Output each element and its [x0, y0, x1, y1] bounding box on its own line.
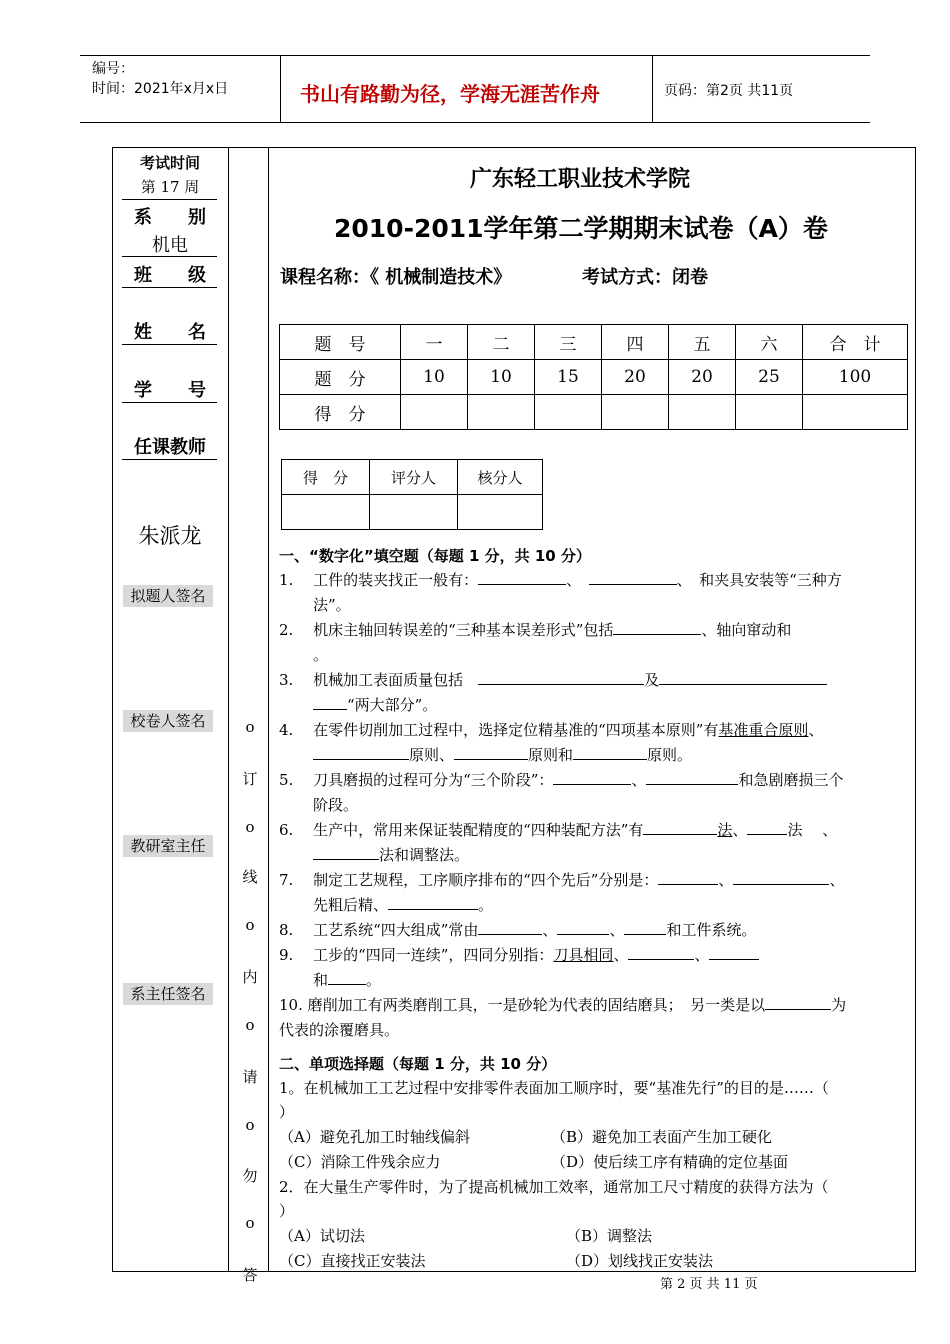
- question-10-cont: 代表的涂覆磨具。: [279, 1021, 400, 1039]
- question-3-cont: [313, 693, 437, 718]
- question-1: [279, 568, 842, 593]
- q7-blank[interactable]: [388, 893, 478, 910]
- table-row: [280, 325, 908, 360]
- teacher-name: 朱派龙: [138, 524, 202, 548]
- section1-title: 一、“数字化”填空题（每题 1 分，共 10 分）: [279, 547, 591, 565]
- question-7-cont: [313, 893, 493, 918]
- question-6: [279, 818, 837, 843]
- q8-text-end: 和工件系统。: [666, 921, 757, 939]
- column-header: 四: [602, 325, 669, 360]
- q6-blank[interactable]: [313, 843, 379, 860]
- q3-blank[interactable]: [659, 668, 827, 685]
- course-name: 课程名称：《 机械制造技术》: [280, 267, 512, 288]
- q6-text-end: 法和调整法。: [379, 846, 470, 864]
- score-input-cell[interactable]: [535, 395, 602, 430]
- q7-text-b: 先粗后精、: [313, 896, 389, 914]
- seal-char: o: [245, 1214, 255, 1232]
- seal-char: o: [245, 718, 255, 736]
- page-footer: 第 2 页 共 11 页: [660, 1277, 758, 1292]
- exam-week: 第 17 周: [140, 178, 200, 196]
- q9-sep2: 、: [694, 946, 710, 964]
- q10-sep: 为: [831, 996, 847, 1014]
- q5-blank[interactable]: [553, 768, 631, 785]
- q10-blank[interactable]: [765, 993, 831, 1010]
- q3-sep: 及: [644, 671, 660, 689]
- q8-text: 8. 工艺系统“四大组成”常由: [279, 921, 479, 939]
- student-id-label: 学 号: [134, 380, 206, 401]
- seal-char: o: [245, 1116, 255, 1134]
- mc-option[interactable]: （D）使后续工序有精确的定位基面: [551, 1153, 789, 1171]
- table-row: [280, 360, 908, 395]
- q4-blank[interactable]: [313, 743, 409, 760]
- q9-answer-example: 刀具相同: [553, 946, 614, 964]
- q3-text: 3. 机械加工表面质量包括: [279, 671, 464, 689]
- q4-blank[interactable]: [573, 743, 647, 760]
- points-cell: 10: [401, 360, 468, 395]
- q5-sep: 、: [631, 771, 647, 789]
- grader-header: 得 分: [282, 460, 370, 495]
- column-header: 一: [401, 325, 468, 360]
- points-cell: 15: [535, 360, 602, 395]
- q4-text-d: 原则。: [647, 746, 693, 764]
- column-header: 三: [535, 325, 602, 360]
- score-input-cell[interactable]: [669, 395, 736, 430]
- seal-char: 线: [242, 868, 258, 886]
- question-4: [279, 718, 823, 743]
- q3-blank[interactable]: [478, 668, 644, 685]
- exam-title: 2010-2011学年第二学期期末试卷（A）卷: [334, 214, 828, 243]
- q4-text-c: 原则和: [528, 746, 574, 764]
- score-input-cell[interactable]: [468, 395, 535, 430]
- column-header: 二: [468, 325, 535, 360]
- mc-question-1-paren: ）: [279, 1103, 295, 1121]
- q6-text: 6. 生产中，常用来保证装配精度的“四种装配方法”有: [279, 821, 644, 839]
- q7-sep2: 、: [829, 871, 845, 889]
- name-label: 姓 名: [134, 322, 206, 343]
- number-label: 编号：: [92, 61, 134, 77]
- q4-answer-example: 基准重合原则: [718, 721, 809, 739]
- score-table: [279, 324, 908, 430]
- points-cell: 100: [803, 360, 908, 395]
- q4-text-b: 原则、: [409, 746, 455, 764]
- table-row: [282, 460, 543, 495]
- points-cell: 10: [468, 360, 535, 395]
- q1-text: 1. 工件的装夹找正一般有：: [279, 571, 479, 589]
- teacher-label: 任课教师: [134, 437, 206, 458]
- column-header: 合 计: [803, 325, 908, 360]
- question-5-cont: 阶段。: [313, 796, 359, 814]
- mc-option[interactable]: （C）直接找正安装法: [279, 1252, 426, 1270]
- q3-text-end: “两大部分”。: [347, 696, 438, 714]
- q6-blank[interactable]: [747, 818, 787, 835]
- q8-sep: 、: [542, 921, 558, 939]
- grader-input-cell[interactable]: [458, 495, 543, 530]
- question-6-cont: [313, 843, 469, 868]
- q8-sep2: 、: [609, 921, 625, 939]
- question-4-cont: [313, 743, 692, 768]
- q1-blank[interactable]: [478, 568, 566, 585]
- q6-sep: 、: [732, 821, 748, 839]
- mc-option[interactable]: （A）试切法: [279, 1227, 365, 1245]
- q9-text-end: 。: [366, 971, 382, 989]
- question-2-cont: 。: [313, 646, 329, 664]
- q6-blank[interactable]: [643, 818, 717, 835]
- q5-blank[interactable]: [646, 768, 738, 785]
- q6-text-b: 法 、: [787, 821, 838, 839]
- row-header: 得 分: [280, 395, 401, 430]
- q4-sep: 、: [808, 721, 824, 739]
- grader-header: 核分人: [458, 460, 543, 495]
- seal-char: 内: [242, 968, 258, 986]
- seal-char: 请: [242, 1068, 258, 1086]
- question-2: [279, 618, 791, 643]
- points-cell: 25: [736, 360, 803, 395]
- question-1-cont: 法”。: [313, 596, 351, 614]
- q7-sep: 、: [718, 871, 734, 889]
- q8-blank[interactable]: [624, 918, 666, 935]
- q9-blank[interactable]: [628, 943, 694, 960]
- q8-blank[interactable]: [478, 918, 542, 935]
- q2-text-end: 、轴向窜动和: [701, 621, 792, 639]
- section2-title: 二、单项选择题（每题 1 分，共 10 分）: [279, 1055, 557, 1073]
- q2-text: 2. 机床主轴回转误差的“三种基本误差形式”包括: [279, 621, 614, 639]
- mc-option[interactable]: （C）消除工件残余应力: [279, 1153, 441, 1171]
- q9-sep: 、: [613, 946, 629, 964]
- q1-text-end: 、 和夹具安装等“三种方: [676, 571, 842, 589]
- q9-text: 9. 工步的“四同一连续”，四同分别指：: [279, 946, 554, 964]
- q7-text: 7. 制定工艺规程，工序顺序排布的“四个先后”分别是：: [279, 871, 659, 889]
- q10-text: 10. 磨削加工有两类磨削工具，一是砂轮为代表的固结磨具； 另一类是以: [279, 996, 766, 1014]
- points-cell: 20: [669, 360, 736, 395]
- row-header: 题 分: [280, 360, 401, 395]
- question-9-cont: [313, 968, 381, 993]
- proofreader-signature-label: 校卷人签名: [123, 710, 213, 732]
- dept-head-signature-label: 系主任签名: [123, 983, 213, 1005]
- table-row: [280, 395, 908, 430]
- q1-sep: 、: [566, 571, 574, 589]
- seal-char: o: [245, 916, 255, 934]
- seal-char: 答: [242, 1266, 258, 1284]
- column-header: 六: [736, 325, 803, 360]
- points-cell: 20: [602, 360, 669, 395]
- mc-question-1: 1。在机械加工工艺过程中安排零件表面加工顺序时，要“基准先行”的目的是……（: [279, 1079, 829, 1097]
- q8-blank[interactable]: [557, 918, 609, 935]
- score-input-cell[interactable]: [401, 395, 468, 430]
- table-row: [282, 495, 543, 530]
- question-5: [279, 768, 843, 793]
- exam-time-label: 考试时间: [139, 154, 200, 172]
- mc-question-2-paren: ）: [279, 1202, 295, 1220]
- q9-blank[interactable]: [709, 943, 759, 960]
- question-7: [279, 868, 844, 893]
- question-10: [279, 993, 846, 1018]
- question-3: [279, 668, 827, 693]
- q9-text-b: 和: [313, 971, 329, 989]
- mc-option[interactable]: （D）划线找正安装法: [566, 1252, 714, 1270]
- grader-input-cell[interactable]: [370, 495, 458, 530]
- q5-text-end: 和急剧磨损三个: [738, 771, 844, 789]
- department-label: 系 别: [134, 207, 206, 228]
- question-8: [279, 918, 756, 943]
- q7-blank[interactable]: [658, 868, 718, 885]
- score-input-cell[interactable]: [803, 395, 908, 430]
- mc-option[interactable]: （A）避免孔加工时轴线偏斜: [279, 1128, 470, 1146]
- mc-option[interactable]: （B）调整法: [566, 1227, 653, 1245]
- class-label: 班 级: [134, 265, 206, 286]
- q7-text-end: 。: [478, 896, 494, 914]
- q6-fa: 法: [717, 821, 733, 839]
- q2-blank[interactable]: [613, 618, 701, 635]
- q3-blank[interactable]: [313, 693, 347, 710]
- seal-char: o: [245, 1016, 255, 1034]
- row-header: 题 号: [280, 325, 401, 360]
- score-input-cell[interactable]: [736, 395, 803, 430]
- mc-option[interactable]: （B）避免加工表面产生加工硬化: [551, 1128, 773, 1146]
- grader-table: [281, 459, 543, 530]
- date-label: 时间：2021年x月x日: [92, 81, 229, 97]
- mc-question-2: 2．在大量生产零件时，为了提高机械加工效率，通常加工尺寸精度的获得方法为（: [279, 1178, 829, 1196]
- grader-input-cell[interactable]: [282, 495, 370, 530]
- motto: 书山有路勤为径，学海无涯苦作舟: [300, 82, 600, 106]
- school-name: 广东轻工职业技术学院: [470, 167, 691, 192]
- setter-signature-label: 拟题人签名: [123, 585, 213, 607]
- question-9: [279, 943, 759, 968]
- section-head-label: 教研室主任: [123, 835, 213, 857]
- q4-text: 4. 在零件切削加工过程中，选择定位精基准的“四项基本原则”有: [279, 721, 719, 739]
- grader-header: 评分人: [370, 460, 458, 495]
- department-value: 机电: [152, 235, 188, 256]
- seal-char: 订: [242, 770, 258, 788]
- seal-char: o: [245, 818, 255, 836]
- score-input-cell[interactable]: [602, 395, 669, 430]
- q5-text: 5. 刀具磨损的过程可分为“三个阶段”：: [279, 771, 554, 789]
- column-header: 五: [669, 325, 736, 360]
- q7-blank[interactable]: [733, 868, 829, 885]
- q9-blank[interactable]: [328, 968, 366, 985]
- seal-char: 勿: [242, 1167, 258, 1185]
- page-counter: 页码：第2页 共11页: [664, 83, 794, 99]
- exam-mode: 考试方式：闭卷: [582, 267, 708, 288]
- q1-blank[interactable]: [589, 568, 677, 585]
- q4-blank[interactable]: [454, 743, 528, 760]
